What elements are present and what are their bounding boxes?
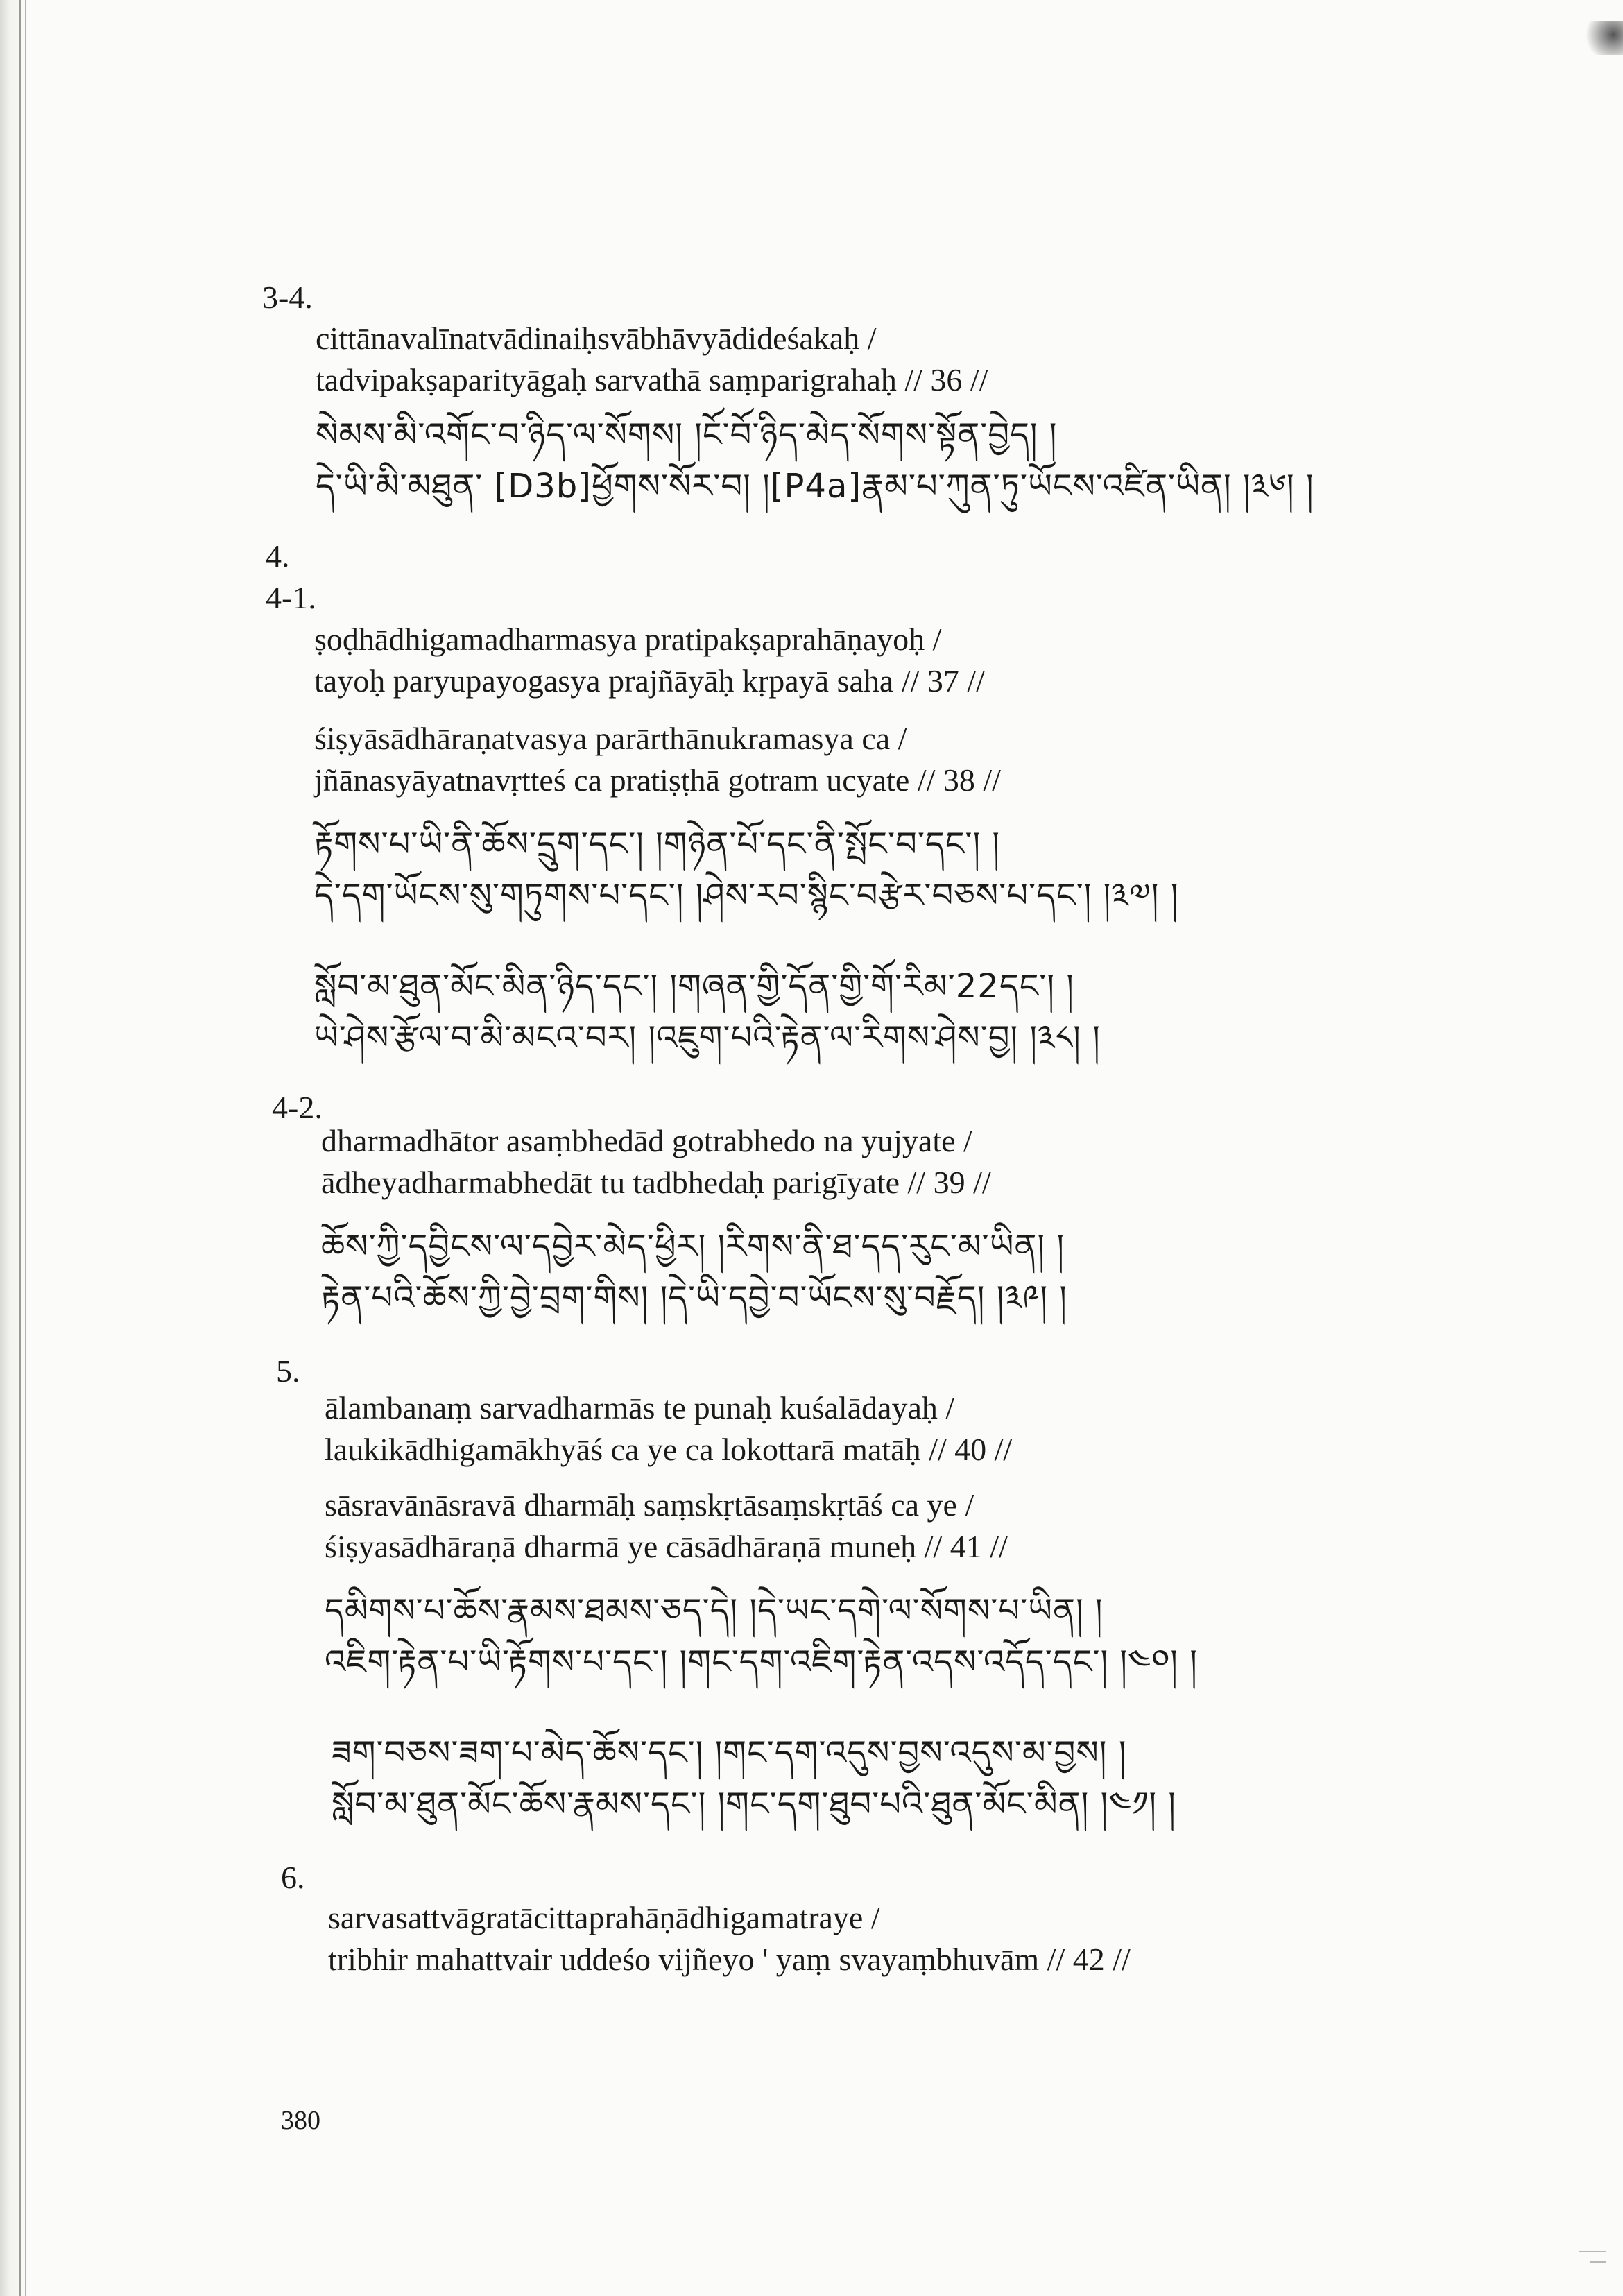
sanskrit-line: śiṣyasādhāraṇā dharmā ye cāsādhāraṇā muneḥ // 41 // xyxy=(325,1529,1008,1564)
sanskrit-verse xyxy=(325,1484,1008,1568)
tibetan-line: སེམས་མི་འགོང་བ་ཉིད་ལ་སོགས། །ངོ་བོ་ཉིད་མེད་སོགས་སྟོན་བྱེད། ། xyxy=(316,415,1058,454)
sanskrit-line: śiṣyāsādhāraṇatvasya parārthānukramasya ca / xyxy=(314,721,907,756)
sanskrit-line: cittānavalīnatvādinaiḥsvābhāvyādideśakaḥ / xyxy=(316,320,877,356)
sanskrit-line: jñānasyāyatnavṛtteś ca pratiṣṭhā gotram ucyate // 38 // xyxy=(314,762,1001,798)
section-heading: 3-4. xyxy=(262,280,313,315)
edge-mark xyxy=(1579,2251,1606,2252)
page-number: 380 xyxy=(281,2106,320,2135)
tibetan-line: རྟེན་པའི་ཆོས་ཀྱི་བྱེ་བྲག་གིས། །དེ་ཡི་དབྱེ་བ་ཡོངས་སུ་བརྗོད། །༣༩། ། xyxy=(321,1278,1067,1317)
tibetan-line: ཟག་བཅས་ཟག་པ་མེད་ཆོས་དང་། །གང་དག་འདུས་བྱས་འདུས་མ་བྱས། ། xyxy=(332,1733,1127,1772)
tibetan-line: ཡེ་ཤེས་རྩོལ་བ་མི་མངའ་བར། །འཇུག་པའི་རྟེན་ལ་རིགས་ཤེས་བྱ། །༣༨། ། xyxy=(314,1018,1101,1057)
sanskrit-line: laukikādhigamākhyāś ca ye ca lokottarā matāḥ // 40 // xyxy=(325,1432,1013,1467)
sanskrit-verse xyxy=(316,318,988,401)
page-binding-shadow xyxy=(0,0,42,2296)
sanskrit-line: tadvipakṣaparityāgaḥ sarvathā saṃparigrahaḥ // 36 // xyxy=(316,362,988,397)
tibetan-verse xyxy=(332,1727,1176,1830)
sanskrit-verse xyxy=(325,1387,1012,1471)
tibetan-verse xyxy=(325,1585,1198,1688)
tibetan-line: སློབ་མ་ཐུན་མོང་མིན་ཉིད་དང་། །གཞན་གྱི་དོན་གྱི་གོ་རིམ་22དང་། ། xyxy=(314,967,1074,1006)
sanskrit-line: ṣoḍhādhigamadharmasya pratipakṣaprahāṇayoḥ / xyxy=(314,622,942,657)
edge-mark xyxy=(1590,2261,1606,2263)
sanskrit-line: tribhir mahattvair uddeśo vijñeyo ' yaṃ svayaṃbhuvām // 42 // xyxy=(328,1942,1131,1977)
sanskrit-line: tayoḥ paryupayogasya prajñāyāḥ kṛpayā saha // 37 // xyxy=(314,663,985,699)
sanskrit-line: ādheyadharmabhedāt tu tadbhedaḥ parigīyate // 39 // xyxy=(321,1165,991,1200)
section-heading: 5. xyxy=(276,1353,300,1389)
sanskrit-verse xyxy=(321,1120,991,1203)
scan-smudge xyxy=(1574,21,1623,55)
section-heading: 4. xyxy=(266,538,290,574)
sanskrit-line: sarvasattvāgratācittaprahāṇādhigamatraye / xyxy=(328,1900,880,1935)
tibetan-verse xyxy=(321,1221,1067,1323)
binding-line xyxy=(19,0,21,2296)
section-heading: 4-1. xyxy=(266,580,316,615)
tibetan-verse xyxy=(314,819,1178,921)
tibetan-line: དེ་དག་ཡོངས་སུ་གཏུགས་པ་དང་། །ཤེས་རབ་སྙིང་བརྩེར་བཅས་པ་དང་། །༣༧། ། xyxy=(314,876,1179,915)
sanskrit-verse xyxy=(328,1897,1131,1980)
tibetan-line: དེ་ཡི་མི་མཐུན་ [D3b]ཕྱོགས་སོར་བ། །[P4a]རྣམ་པ་ཀུན་ཏུ་ཡོངས་འཛིན་ཡིན། །༣༦། ། xyxy=(316,467,1314,506)
tibetan-verse xyxy=(314,961,1101,1063)
sanskrit-line: dharmadhātor asaṃbhedād gotrabhedo na yujyate / xyxy=(321,1123,972,1158)
tibetan-line: དམིགས་པ་ཆོས་རྣམས་ཐམས་ཅད་དེ། །དེ་ཡང་དགེ་ལ་སོགས་པ་ཡིན། ། xyxy=(325,1591,1104,1630)
tibetan-verse xyxy=(316,409,1314,512)
tibetan-line: ཆོས་ཀྱི་དབྱིངས་ལ་དབྱེར་མེད་ཕྱིར། །རིགས་ནི་ཐ་དད་རུང་མ་ཡིན། ། xyxy=(321,1227,1065,1266)
sanskrit-verse xyxy=(314,718,1001,801)
binding-line xyxy=(25,0,26,2296)
sanskrit-line: sāsravānāsravā dharmāḥ saṃskṛtāsaṃskṛtāś ca ye / xyxy=(325,1487,974,1523)
tibetan-line: སློབ་མ་ཐུན་མོང་ཆོས་རྣམས་དང་། །གང་དག་ཐུབ་པའི་ཐུན་མོང་མིན། །༤༡། ། xyxy=(332,1785,1176,1824)
sanskrit-verse xyxy=(314,619,985,702)
section-heading: 4-2. xyxy=(272,1090,323,1125)
section-heading: 6. xyxy=(281,1860,305,1895)
sanskrit-line: ālambanaṃ sarvadharmās te punaḥ kuśalādayaḥ / xyxy=(325,1390,955,1425)
tibetan-line: རྟོགས་པ་ཡི་ནི་ཆོས་དྲུག་དང་། །གཉེན་པོ་དང་ནི་སྤོང་བ་དང་། ། xyxy=(314,825,1001,864)
tibetan-line: འཇིག་རྟེན་པ་ཡི་རྟོགས་པ་དང་། །གང་དག་འཇིག་རྟེན་འདས་འདོད་དང་། །༤༠། ། xyxy=(325,1643,1198,1681)
